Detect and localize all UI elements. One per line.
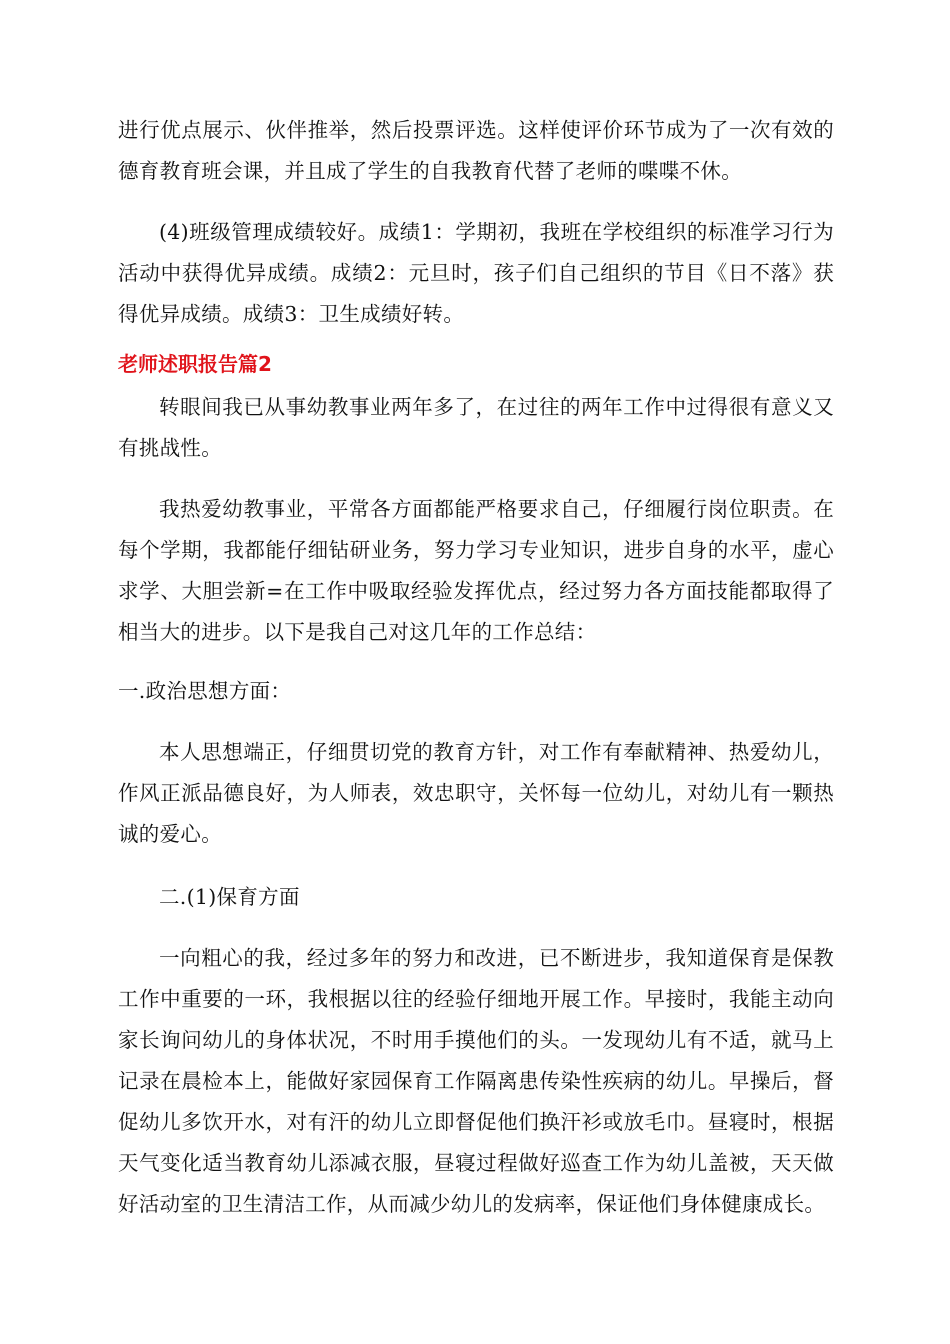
paragraph-evaluation: 进行优点展示、伙伴推举，然后投票评选。这样使评价环节成为了一次有效的德育教育班会课，并且成了学生的自我教育代替了老师的喋喋不休。	[118, 118, 834, 183]
paragraph-class-management: (4)班级管理成绩较好。成绩1：学期初，我班在学校组织的标准学习行为活动中获得优异成绩。成绩2：元旦时，孩子们自己组织的节目《日不落》获得优异成绩。成绩3：卫生成绩好转。	[118, 220, 834, 326]
subheading-care: 二.(1)保育方面	[159, 885, 300, 909]
paragraph-political: 本人思想端正，仔细贯切党的教育方针，对工作有奉献精神、热爱幼儿，作风正派品德良好，为人师表，效忠职守，关怀每一位幼儿，对幼儿有一颗热诚的爱心。	[118, 740, 834, 846]
paragraph-care: 一向粗心的我，经过多年的努力和改进，已不断进步，我知道保育是保教工作中重要的一环，我根据以往的经验仔细地开展工作。早接时，我能主动向家长询问幼儿的身体状况，不时用手摸他们的头。一发现幼儿有不适，就马上记录在晨检本上，能做好家园保育工作隔离患传染性疾病的幼儿。早操后，督促幼儿多饮开水，对有汗的幼儿立即督促他们换汗衫或放毛巾。昼寝时，根据天气变化适当教育幼儿添减衣服，昼寝过程做好巡查工作为幼儿盖被，天天做好活动室的卫生清洁工作，从而减少幼儿的发病率，保证他们身体健康成长。	[118, 946, 834, 1216]
subheading-political: 一.政治思想方面：	[118, 679, 292, 703]
section-heading: 老师述职报告篇2	[118, 352, 272, 376]
document-page	[118, 110, 834, 1247]
paragraph-intro-1: 转眼间我已从事幼教事业两年多了，在过往的两年工作中过得很有意义又有挑战性。	[118, 395, 834, 460]
paragraph-intro-2: 我热爱幼教事业，平常各方面都能严格要求自己，仔细履行岗位职责。在每个学期，我都能仔细钻研业务，努力学习专业知识，进步自身的水平，虚心求学、大胆尝新=在工作中吸取经验发挥优点，经过努力各方面技能都取得了相当大的进步。以下是我自己对这几年的工作总结：	[118, 497, 834, 644]
